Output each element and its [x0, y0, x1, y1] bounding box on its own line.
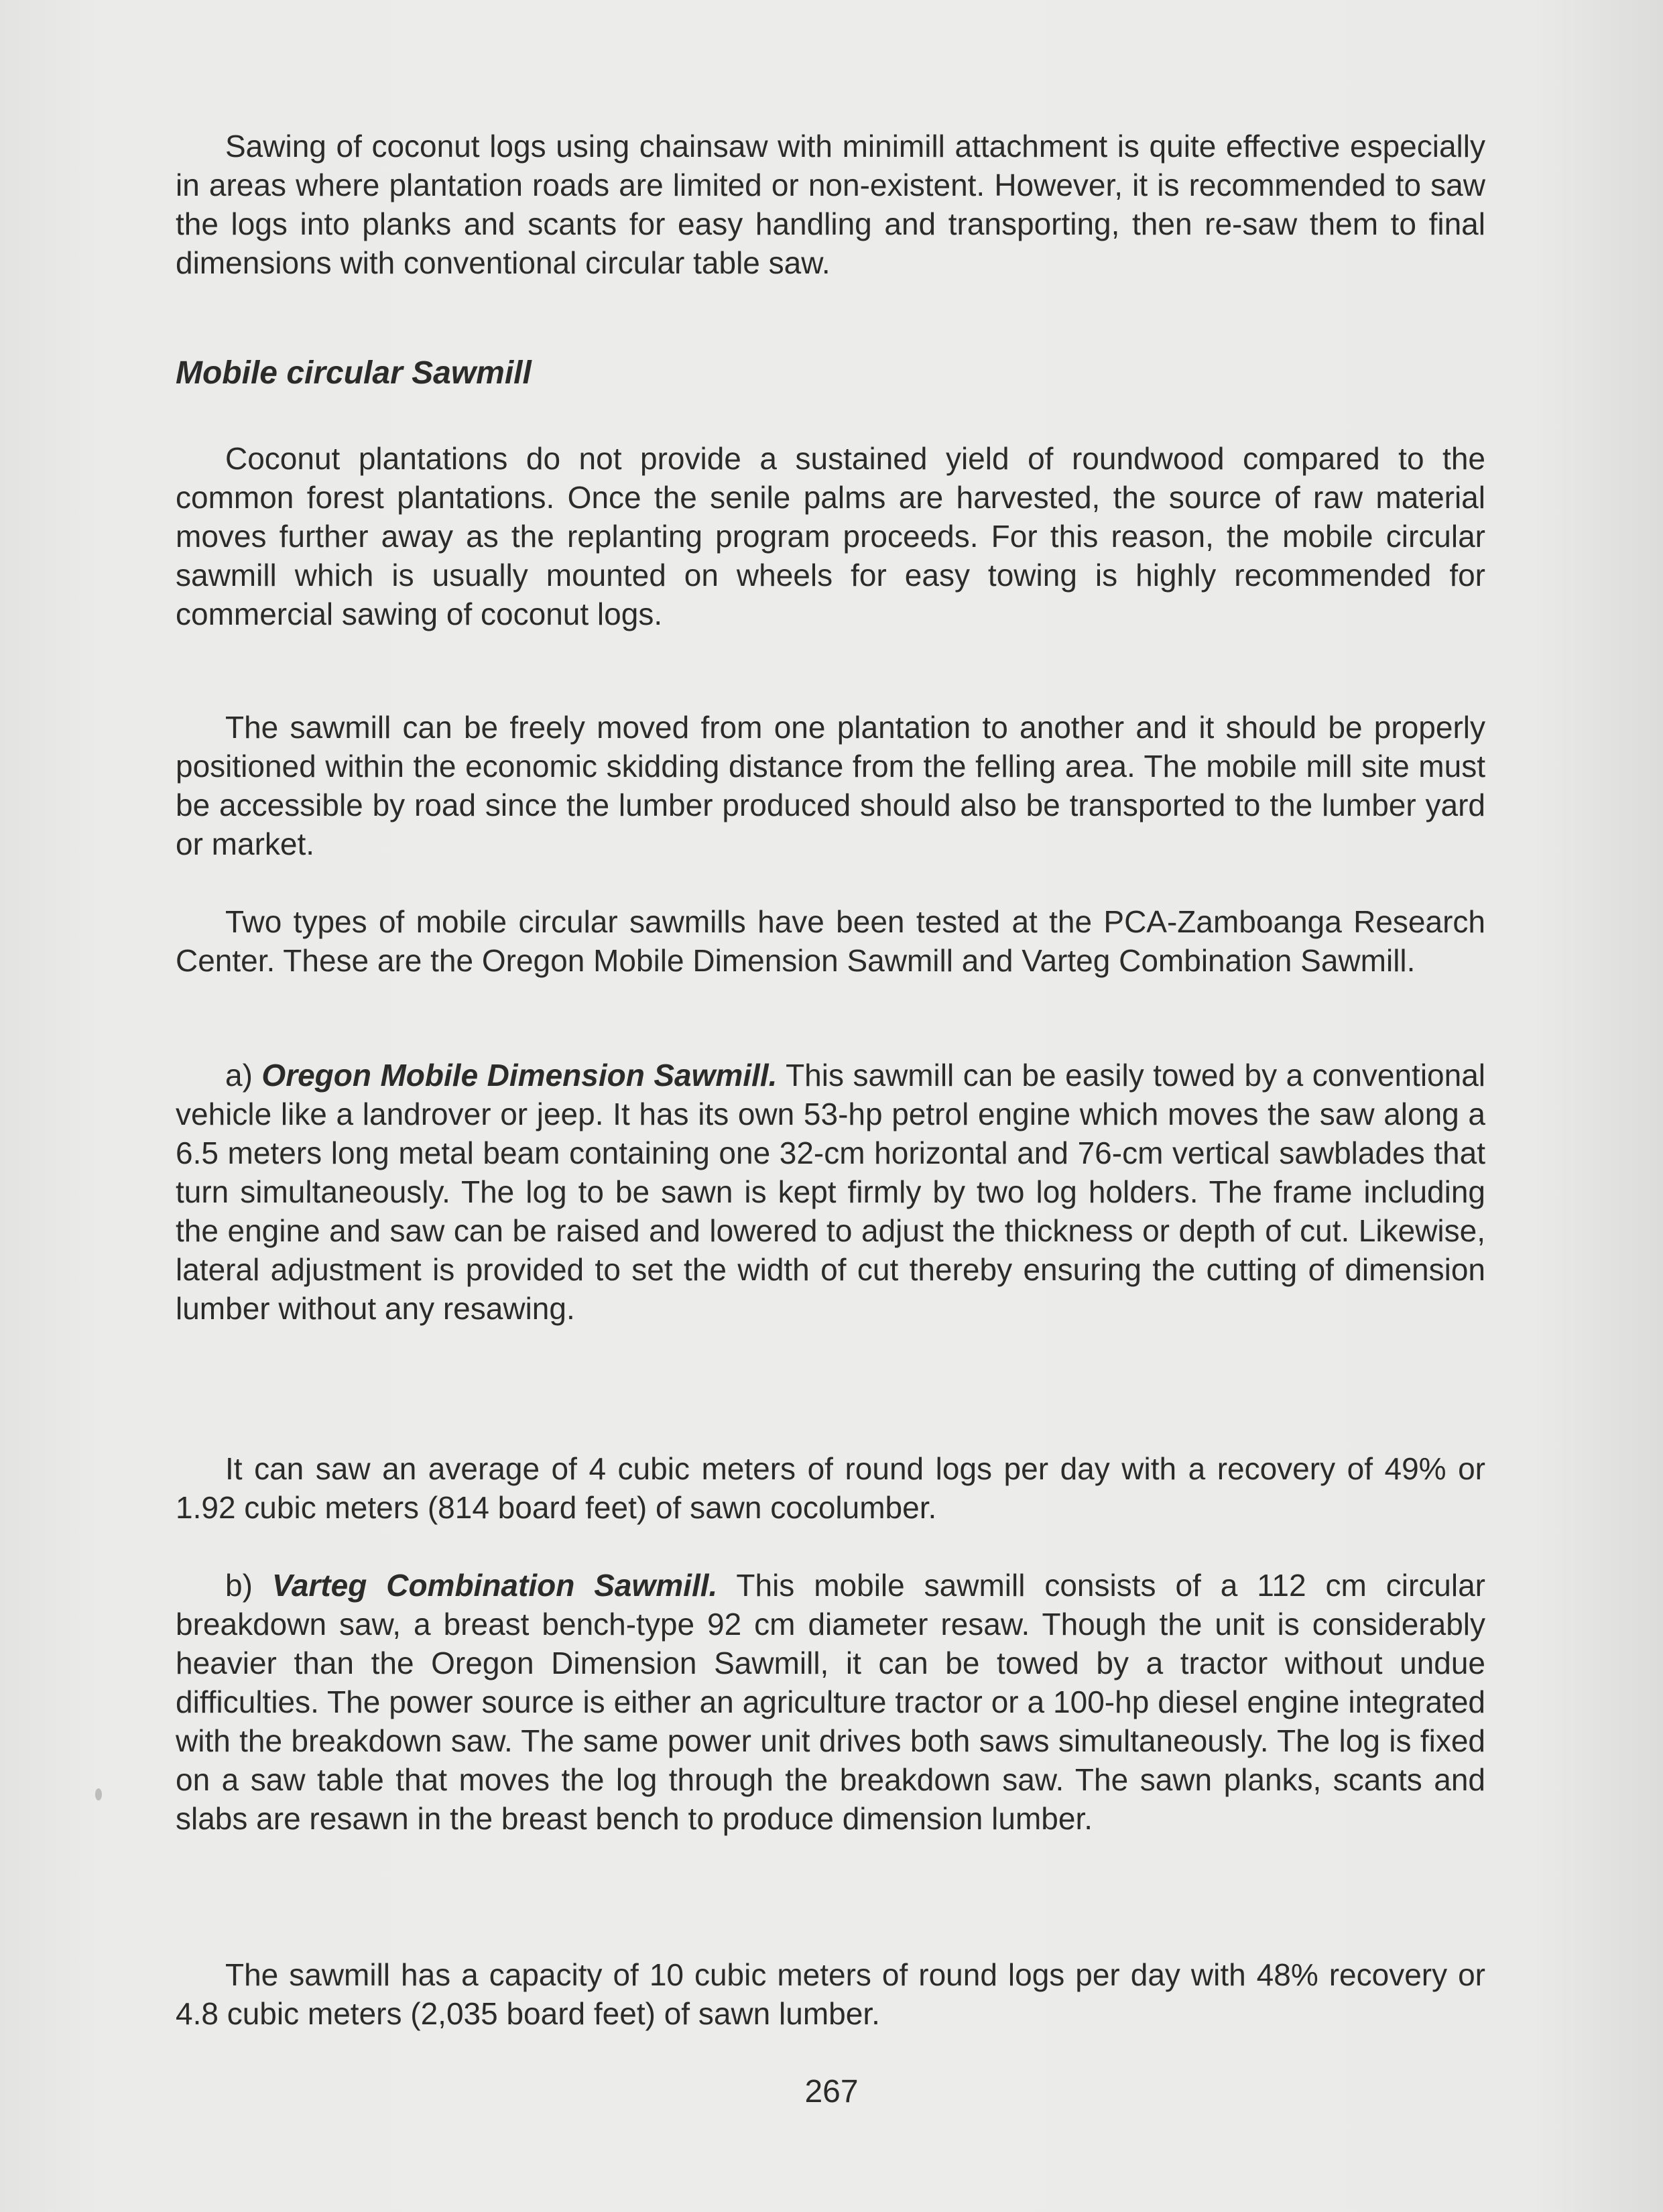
paragraph-varteg-sawmill: [176, 1566, 1485, 1838]
list-label-a: a): [225, 1058, 253, 1093]
oregon-description: This sawmill can be easily towed by a conventional vehicle like a landrover or jeep. It has its own 53-hp petrol engine which moves the saw along a 6.5 meters long metal beam containing one 32-cm horizontal and 76-cm vertical sawblades that turn simultaneously. The log to be sawn is kept firmly by two log holders. The frame including the engine and saw can be raised and lowered to adjust the thickness or depth of cut. Likewise, lateral adjustment is provided to set the width of cut thereby ensuring the cutting of dimension lumber without any resawing.: [176, 1058, 1486, 1326]
paragraph-coconut-plantations: Coconut plantations do not provide a sustained yield of roundwood compared to the common forest plantations. Once the senile palms are harvested, the source of raw material moves further away as the replanting program proceeds. For this reason, the mobile circular sawmill which is usually mounted on wheels for easy towing is highly recommended for commercial sawing of coconut logs.: [176, 441, 1485, 631]
list-label-b: b): [225, 1568, 253, 1603]
varteg-description: This mobile sawmill consists of a 112 cm circular breakdown saw, a breast bench-type 92 cm diameter resaw. Though the unit is considerably heavier than the Oregon Dimension Sawmill, it can be towed by a tractor without undue difficulties. The power source is either an agriculture tractor or a 100-hp diesel engine integrated with the breakdown saw. The same power unit drives both saws simultaneously. The log is fixed on a saw table that moves the log through the breakdown saw. The sawn planks, scants and slabs are resawn in the breast bench to produce dimension lumber.: [176, 1568, 1485, 1836]
paragraph-varteg-capacity: The sawmill has a capacity of 10 cubic meters of round logs per day with 48% recovery or 4.8 cubic meters (2,035 board feet) of sawn lumber.: [176, 1957, 1485, 2031]
paragraph-sawmill-positioning: The sawmill can be freely moved from one plantation to another and it should be properly positioned within the economic skidding distance from the felling area. The mobile mill site must be accessible by road since the lumber produced should also be transported to the lumber yard or market.: [176, 710, 1485, 861]
section-heading-mobile-circular-sawmill: Mobile circular Sawmill: [176, 355, 532, 391]
paragraph-oregon-capacity: It can saw an average of 4 cubic meters of round logs per day with a recovery of 49% or 1.92 cubic meters (814 board feet) of sawn cocolumber.: [176, 1451, 1485, 1525]
paragraph-chainsaw-minimill: Sawing of coconut logs using chainsaw with minimill attachment is quite effective especially in areas where plantation roads are limited or non-existent. However, it is recommended to saw the logs into planks and scants for easy handling and transporting, then re-saw them to final dimensions with conventional circular table saw.: [176, 129, 1485, 280]
scan-speck: [95, 1788, 102, 1800]
page-number: 267: [804, 2074, 859, 2109]
run-in-title-oregon: Oregon Mobile Dimension Sawmill.: [261, 1058, 778, 1093]
paragraph-oregon-sawmill: [176, 1056, 1485, 1328]
paragraph-two-types: Two types of mobile circular sawmills have been tested at the PCA-Zamboanga Research Center. These are the Oregon Mobile Dimension Sawmill and Varteg Combination Sawmill.: [176, 904, 1485, 978]
run-in-title-varteg: Varteg Combination Sawmill.: [271, 1568, 718, 1603]
